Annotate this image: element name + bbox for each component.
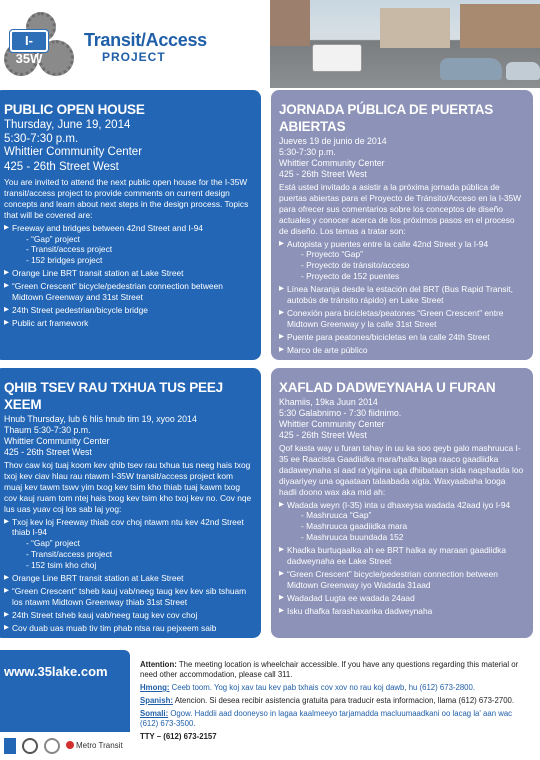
topic-item (279, 345, 525, 356)
event-venue: Whittier Community Center (4, 436, 110, 446)
event-date: Jueves 19 de junio de 2014 (279, 136, 387, 146)
event-time: 5:30-7:30 p.m. (4, 132, 79, 145)
event-address: 425 - 26th Street West (279, 430, 367, 440)
english-panel (0, 90, 261, 360)
hennepin-logo-icon (4, 738, 16, 754)
panel-title: PUBLIC OPEN HOUSE (4, 102, 145, 117)
topic-text: Puente para peatones/bicicletas en la calle 24th Street (287, 331, 490, 342)
topic-list (279, 239, 525, 356)
subtopic-item: - Proyecto de tránsito/acceso (301, 260, 410, 271)
topic-item (4, 281, 253, 303)
event-date: Thursday, June 19, 2014 (4, 119, 131, 131)
somali-notice (140, 709, 532, 729)
hmong-text: Ceeb toom. Yog koj xav tau kev pab txhais cov xov no rau koj dawb, hu (612) 673-2800. (171, 683, 476, 692)
event-date: Khamiis, 19ka Juun 2014 (279, 397, 378, 407)
topic-text: Orange Line BRT transit station at Lake Street (12, 573, 184, 584)
tty-number: TTY – (612) 673-2157 (140, 732, 217, 741)
topic-text: Public art framework (12, 317, 89, 328)
topic-text: “Green Crescent” bicycle/pedestrian connection between Midtown Greenway iyo Wadada 31aad (287, 568, 498, 590)
spanish-label: Spanish: (140, 696, 173, 705)
topic-text: Conexión para bicicletas/peatones “Green Crescent” entre Midtown Greenway y la calle 31st Street (287, 307, 504, 329)
footer-brand-block (0, 650, 130, 760)
topic-text: Orange Line BRT transit station at Lake Street (12, 268, 184, 279)
logo-badge: I-35W (10, 30, 48, 52)
attention-text: The meeting location is wheelchair accessible. If you have any questions regarding this material or need other accommodation, please call 311. (140, 660, 519, 679)
subtopic-item: - 152 bridges project (26, 255, 103, 266)
attention-notice (140, 660, 532, 680)
panel-intro: You are invited to attend the next public open house for the I-35W transit/access project to provide comments on current design concepts and learn about next steps in the design process. Topics that will be covered are: (4, 177, 249, 220)
topic-list (4, 517, 253, 634)
metro-transit-logo (66, 738, 128, 754)
topic-text: 24th Street tsheb kauj vab/neeg taug kev cov choj (12, 609, 198, 620)
metro-transit-dot-icon (66, 741, 74, 749)
street-photo (270, 0, 540, 88)
subtopic-item: - Proyecto de 152 puentes (301, 271, 400, 282)
county-seal-icon (44, 738, 60, 754)
topic-item (279, 569, 525, 591)
panel-intro: Thov caw koj tuaj koom kev qhib tsev rau txhua tus neeg hais txog txoj kev ciav hlau rau ntawm I-35W transit/access project kom muaj kev tawm tswv yim txog kev tsim kho thiab tuaj kawm txog cov kauj ruam tom ntej hais txog kev tsim kho txoj kev no. Cov nqe lus uas yuav coj los sab laj yog: (4, 460, 252, 514)
topic-text: “Green Crescent” tsheb kauj vab/neeg taug kev kev sib tshuam los ntawm Midtown Greenway thiab 31st Street (12, 585, 247, 607)
car-image (440, 58, 502, 80)
topic-list (279, 500, 525, 617)
panel-title: QHIB TSEV RAU TXHUA TUS PEEJ XEEM (4, 380, 223, 412)
spanish-text: Atencion. Si desea recibir asistencia gratuita para traducir esta informacion, llama (612) 673-2700. (174, 696, 515, 705)
topic-text: Isku dhafka farashaxanka dadweynaha (287, 605, 433, 616)
header (0, 0, 540, 88)
topic-item (4, 573, 253, 584)
topic-text: Txoj kev loj Freeway thiab cov choj ntawm ntu kev 42nd Street thiab I-94 (12, 516, 244, 538)
event-time: Thaum 5:30-7:30 p.m. (4, 425, 91, 435)
event-venue: Whittier Community Center (279, 419, 385, 429)
topic-item (4, 318, 253, 329)
panel-title: JORNADA PÚBLICA DE PUERTAS ABIERTAS (279, 102, 494, 134)
subtopic-list (287, 510, 525, 543)
topic-text: Cov duab uas muab tiv tim phab ntsa rau pejxeem saib (12, 622, 217, 633)
topic-text: Freeway and bridges between 42nd Street and I-94 (12, 222, 203, 233)
somali-label: Somali: (140, 709, 169, 718)
topic-item (4, 610, 253, 621)
logo-title: Transit/Access (84, 30, 207, 50)
footer-notices (134, 650, 540, 760)
topic-item (279, 308, 525, 330)
attention-label: Attention: (140, 660, 177, 669)
subtopic-item: - Mashruuca gaadiidka mara (301, 521, 408, 532)
logo-subtitle: PROJECT (102, 50, 166, 64)
topic-item (279, 606, 525, 617)
event-address: 425 - 26th Street West (279, 169, 367, 179)
topic-text: Autopista y puentes entre la calle 42nd Street y la I-94 (287, 238, 489, 249)
bus-image (312, 44, 362, 72)
topic-item (4, 268, 253, 279)
panel-title: XAFLAD DADWEYNAHA U FURAN (279, 380, 496, 395)
event-time: 5:30 Galabnimo - 7:30 fiidnimo. (279, 408, 402, 418)
event-address: 425 - 26th Street West (4, 447, 92, 457)
topic-text: Wadadad Lugta ee wadada 24aad (287, 592, 415, 603)
topic-item (4, 586, 253, 608)
subtopic-item: - “Gap” project (26, 538, 80, 549)
minneapolis-logo-icon (22, 738, 38, 754)
event-venue: Whittier Community Center (279, 158, 385, 168)
subtopic-item: - Transit/access project (26, 244, 113, 255)
website-link[interactable]: www.35lake.com (4, 664, 108, 679)
spanish-notice (140, 696, 532, 706)
somali-text: Ogow. Haddii aad dooneyso in lagaa kaalmeeyo tarjamadda macluumaadkani oo lacag la' aan wac (612) 673-3500. (140, 709, 513, 728)
spanish-panel (271, 90, 533, 360)
topic-text: Línea Naranja desde la estación del BRT (Bus Rapid Transit, autobús de tránsito rápido) en Lake Street (287, 284, 513, 306)
topic-item (279, 593, 525, 604)
event-date: Hnub Thursday, lub 6 hlis hnub tim 19, xyoo 2014 (4, 414, 197, 424)
somali-panel (271, 368, 533, 638)
topic-text: 24th Street pedestrian/bicycle bridge (12, 304, 148, 315)
topic-text: Khadka burtuqaalka ah ee BRT halka ay maraan gaadiidka dadweynaha ee Lake Street (287, 545, 506, 567)
topic-item (279, 239, 525, 283)
panel-intro: Está usted invitado a asistir a la próxima jornada pública de puertas abiertas para el Proyecto de Tránsito/Acceso en la I-35W para ofrecer sus comentarios sobre los conceptos de diseño actuales y conocer acerca de los próximos pasos en el proceso de diseño. Los temas a tratar son: (279, 182, 522, 236)
subtopic-item: - Mashruuca “Gap” (301, 510, 372, 521)
panel-intro: Qof kasta way u furan tahay in uu ka soo qeyb galo mashruuca I-35 ee Raacista Gaadiidka mara/halka laga raaco gaadiidka dadaweynaha si aad ra'yigiina uga dhiibataan sida naqshadda loo diyaariyey una ogaataan talaabada xigta. Waxyaabaha looga hadli doono wax aka mid ah: (279, 443, 524, 497)
hmong-panel (0, 368, 261, 638)
topic-list (4, 223, 253, 329)
topic-item (4, 223, 253, 267)
subtopic-list (287, 249, 525, 282)
topic-item (279, 284, 525, 306)
topic-item (4, 517, 253, 572)
topic-text: Wadada weyn (I-35) inta u dhaxeysa wadada 42aad iyo I-94 (287, 499, 511, 510)
subtopic-list (12, 234, 253, 267)
event-address: 425 - 26th Street West (4, 160, 119, 173)
metro-transit-label: Metro Transit (76, 741, 123, 750)
subtopic-item: - Mashruuca buundada 152 (301, 532, 404, 543)
project-logo (4, 6, 207, 84)
hmong-notice (140, 683, 532, 693)
event-venue: Whittier Community Center (4, 146, 143, 158)
topic-item (279, 500, 525, 544)
subtopic-item: - “Gap” project (26, 233, 80, 244)
subtopic-item: - Transit/access project (26, 549, 113, 560)
topic-text: “Green Crescent” bicycle/pedestrian connection between Midtown Greenway and 31st Street (12, 281, 223, 303)
subtopic-list (12, 538, 253, 571)
topic-text: Marco de arte público (287, 344, 368, 355)
partner-logos (0, 732, 130, 760)
topic-item (4, 305, 253, 316)
topic-item (279, 545, 525, 567)
subtopic-item: - Proyecto “Gap” (301, 249, 363, 260)
topic-item (4, 623, 253, 634)
subtopic-item: - 152 tsim kho choj (26, 560, 97, 571)
hmong-label: Hmong: (140, 683, 170, 692)
car-image (506, 62, 540, 80)
event-time: 5:30-7:30 p.m. (279, 147, 336, 157)
footer (0, 650, 540, 760)
tty-notice (140, 732, 532, 742)
topic-item (279, 332, 525, 343)
